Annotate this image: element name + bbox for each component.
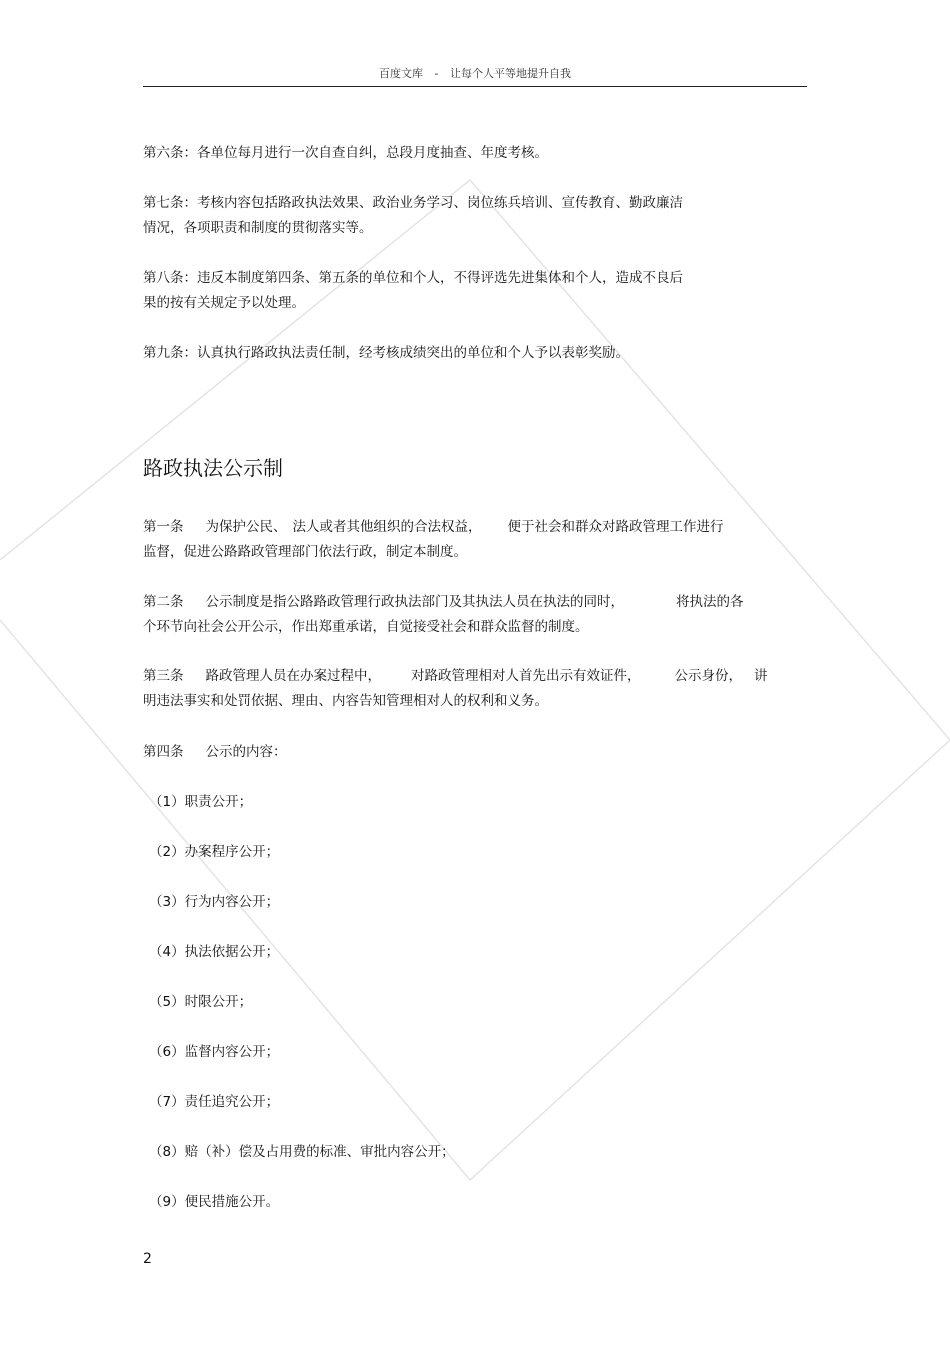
clause-3-part1: 路政管理人员在办案过程中， <box>205 668 381 684</box>
clause-4-text: 公示的内容： <box>205 744 287 760</box>
clause-1 <box>143 515 807 565</box>
article-7-line2: 情况，各项职责和制度的贯彻落实等。 <box>143 220 373 236</box>
article-8 <box>143 266 807 316</box>
list-item: （7）责任追究公开； <box>149 1094 280 1110</box>
article-8-line2: 果的按有关规定予以处理。 <box>143 295 305 311</box>
article-7 <box>143 191 807 241</box>
article-8-line1: 第八条：违反本制度第四条、第五条的单位和个人，不得评选先进集体和个人，造成不良后 <box>143 270 683 286</box>
header-slogan: 让每个人平等地提升自我 <box>449 67 571 80</box>
list-item: （4）执法依据公开； <box>149 944 280 960</box>
page-header <box>143 64 807 87</box>
clause-2-part1: 公示制度是指公路路政管理行政执法部门及其执法人员在执法的同时， <box>205 594 624 610</box>
clause-1-part3: 便于社会和群众对路政管理工作进行 <box>507 519 724 535</box>
clause-2-label: 第二条 <box>143 594 184 610</box>
clause-1-part1: 为保护公民、 <box>205 519 287 535</box>
page-number: 2 <box>143 1251 152 1267</box>
list-item: （8）赔（补）偿及占用费的标准、审批内容公开； <box>149 1144 455 1160</box>
clause-3-part3: 公示身份， <box>674 668 742 684</box>
clause-2-part2: 将执法的各 <box>676 594 744 610</box>
clause-2-line2: 个环节向社会公开公示，作出郑重承诺，自觉接受社会和群众监督的制度。 <box>143 619 589 635</box>
clause-3-part4: 讲 <box>754 668 768 684</box>
clause-1-label: 第一条 <box>143 519 184 535</box>
header-site: 百度文库 <box>379 67 423 80</box>
header-separator: - <box>434 67 439 80</box>
clause-1-part2: 法人或者其他组织的合法权益， <box>292 519 482 535</box>
clause-3-part2: 对路政管理相对人首先出示有效证件， <box>411 668 641 684</box>
section-title: 路政执法公示制 <box>143 456 283 480</box>
clause-3-label: 第三条 <box>143 668 184 684</box>
clause-3-line2: 明违法事实和处罚依据、理由、内容告知管理相对人的权利和义务。 <box>143 693 548 709</box>
clause-4 <box>143 740 807 765</box>
list-item: （9）便民措施公开。 <box>149 1194 280 1210</box>
clause-1-line2: 监督，促进公路路政管理部门依法行政，制定本制度。 <box>143 544 467 560</box>
clause-3 <box>143 664 807 714</box>
list-item: （1）职责公开； <box>149 794 253 810</box>
article-6: 第六条：各单位每月进行一次自查自纠，总段月度抽查、年度考核。 <box>143 145 548 161</box>
clause-2 <box>143 590 807 640</box>
clause-4-label: 第四条 <box>143 744 184 760</box>
list-item: （6）监督内容公开； <box>149 1044 280 1060</box>
article-7-line1: 第七条：考核内容包括路政执法效果、政治业务学习、岗位练兵培训、宣传教育、勤政廉洁 <box>143 195 683 211</box>
list-item: （5）时限公开； <box>149 994 253 1010</box>
article-9: 第九条：认真执行路政执法责任制，经考核成绩突出的单位和个人予以表彰奖励。 <box>143 345 629 361</box>
list-item: （3）行为内容公开； <box>149 894 280 910</box>
list-item: （2）办案程序公开； <box>149 844 280 860</box>
